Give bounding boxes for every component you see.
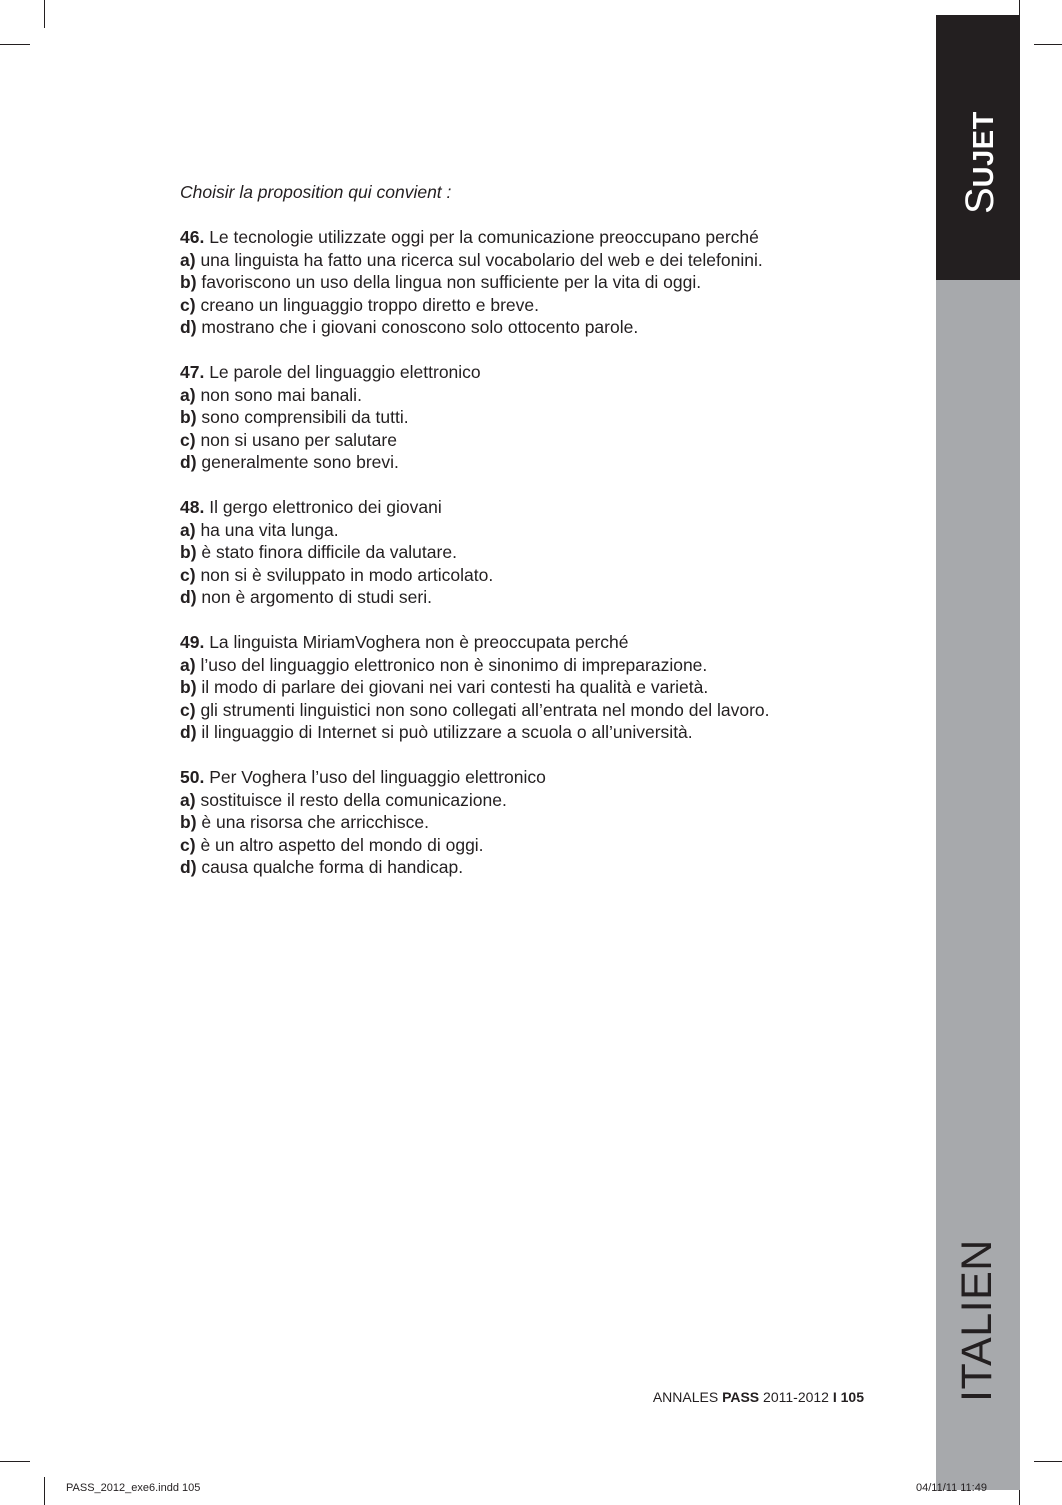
option-letter: b)	[180, 542, 197, 562]
option-text: non si usano per salutare	[200, 429, 397, 450]
answer-option	[180, 294, 880, 317]
subject-label-italien: ITALIEN	[953, 1239, 1001, 1402]
question-block	[180, 226, 880, 339]
footer-separator: I	[832, 1389, 837, 1405]
question-number: 50.	[180, 767, 205, 787]
question-block	[180, 631, 880, 744]
crop-mark	[0, 44, 30, 45]
question-list	[180, 226, 880, 879]
footer-pass: PASS	[722, 1389, 760, 1405]
answer-option	[180, 271, 880, 294]
option-letter: b)	[180, 272, 197, 292]
answer-option	[180, 249, 880, 272]
sujet-initial: S	[958, 187, 1002, 214]
option-letter: a)	[180, 384, 196, 405]
option-letter: a)	[180, 654, 196, 675]
option-text: sostituisce il resto della comunicazione.	[200, 789, 507, 810]
option-text: non è argomento di studi seri.	[201, 587, 432, 607]
question-number: 48.	[180, 497, 205, 517]
option-text: il linguaggio di Internet si può utilizzare a scuola o all’università.	[201, 722, 693, 742]
crop-mark	[0, 1461, 30, 1462]
option-letter: c)	[180, 699, 196, 720]
crop-mark	[44, 0, 45, 28]
option-text: creano un linguaggio troppo diretto e breve.	[200, 294, 540, 315]
option-letter: d)	[180, 722, 197, 742]
question-stem	[180, 496, 880, 519]
option-text: è stato finora difficile da valutare.	[201, 542, 457, 562]
answer-option	[180, 654, 880, 677]
option-text: sono comprensibili da tutti.	[201, 407, 409, 427]
option-text: il modo di parlare dei giovani nei vari contesti ha qualità e varietà.	[201, 677, 709, 697]
option-letter: d)	[180, 857, 197, 877]
option-letter: d)	[180, 317, 197, 337]
question-text: Le parole del linguaggio elettronico	[209, 362, 481, 382]
answer-option	[180, 676, 880, 699]
question-number: 49.	[180, 632, 205, 652]
option-letter: c)	[180, 294, 196, 315]
answer-option	[180, 834, 880, 857]
option-text: generalmente sono brevi.	[201, 452, 399, 472]
question-text: Per Voghera l’uso del linguaggio elettronico	[209, 767, 546, 787]
option-letter: c)	[180, 429, 196, 450]
option-text: è un altro aspetto del mondo di oggi.	[200, 834, 484, 855]
answer-option	[180, 451, 880, 474]
page-footer	[653, 1388, 864, 1406]
option-text: una linguista ha fatto una ricerca sul vocabolario del web e dei telefonini.	[200, 249, 763, 270]
option-text: gli strumenti linguistici non sono collegati all’entrata nel mondo del lavoro.	[200, 699, 770, 720]
answer-option	[180, 699, 880, 722]
instruction: Choisir la proposition qui convient :	[180, 182, 452, 202]
question-block	[180, 496, 880, 609]
question-text: Le tecnologie utilizzate oggi per la comunicazione preoccupano perché	[209, 227, 759, 247]
answer-option	[180, 811, 880, 834]
option-letter: c)	[180, 564, 196, 585]
answer-option	[180, 586, 880, 609]
option-text: ha una vita lunga.	[200, 519, 339, 540]
option-letter: d)	[180, 452, 197, 472]
option-letter: a)	[180, 249, 196, 270]
question-stem	[180, 361, 880, 384]
question-text: La linguista MiriamVoghera non è preoccupata perché	[209, 632, 629, 652]
answer-option	[180, 406, 880, 429]
crop-mark	[44, 1477, 45, 1505]
option-text: causa qualche forma di handicap.	[201, 857, 464, 877]
option-text: favoriscono un uso della lingua non sufficiente per la vita di oggi.	[201, 272, 702, 292]
answer-option	[180, 316, 880, 339]
option-text: è una risorsa che arricchisce.	[201, 812, 430, 832]
answer-option	[180, 519, 880, 542]
footer-annales: ANNALES	[652, 1389, 719, 1405]
question-stem	[180, 226, 880, 249]
answer-option	[180, 721, 880, 744]
question-block	[180, 361, 880, 474]
answer-option	[180, 564, 880, 587]
option-letter: d)	[180, 587, 197, 607]
footer-years: 2011-2012	[763, 1389, 829, 1405]
answer-option	[180, 429, 880, 452]
page-number: 105	[840, 1389, 864, 1405]
question-block	[180, 766, 880, 879]
crop-mark	[1034, 44, 1062, 45]
question-stem	[180, 766, 880, 789]
option-letter: a)	[180, 789, 196, 810]
section-label-sujet	[960, 111, 1000, 214]
question-stem	[180, 631, 880, 654]
answer-option	[180, 789, 880, 812]
answer-option	[180, 541, 880, 564]
option-text: non si è sviluppato in modo articolato.	[200, 564, 494, 585]
question-text: Il gergo elettronico dei giovani	[209, 497, 442, 517]
slug-filename: PASS_2012_exe6.indd 105	[66, 1482, 201, 1494]
option-letter: b)	[180, 812, 197, 832]
answer-option	[180, 384, 880, 407]
option-letter: c)	[180, 834, 196, 855]
option-letter: a)	[180, 519, 196, 540]
option-text: l’uso del linguaggio elettronico non è sinonimo di impreparazione.	[200, 654, 708, 675]
slug-date: 04/11/11 11:49	[916, 1482, 987, 1494]
option-letter: b)	[180, 677, 197, 697]
crop-mark	[1034, 1461, 1062, 1462]
sujet-rest: UJET	[968, 111, 1000, 188]
option-text: mostrano che i giovani conoscono solo ottocento parole.	[201, 317, 639, 337]
answer-option	[180, 856, 880, 879]
option-letter: b)	[180, 407, 197, 427]
question-number: 46.	[180, 227, 205, 247]
option-text: non sono mai banali.	[200, 384, 362, 405]
exercise-content	[180, 181, 880, 901]
question-number: 47.	[180, 362, 205, 382]
